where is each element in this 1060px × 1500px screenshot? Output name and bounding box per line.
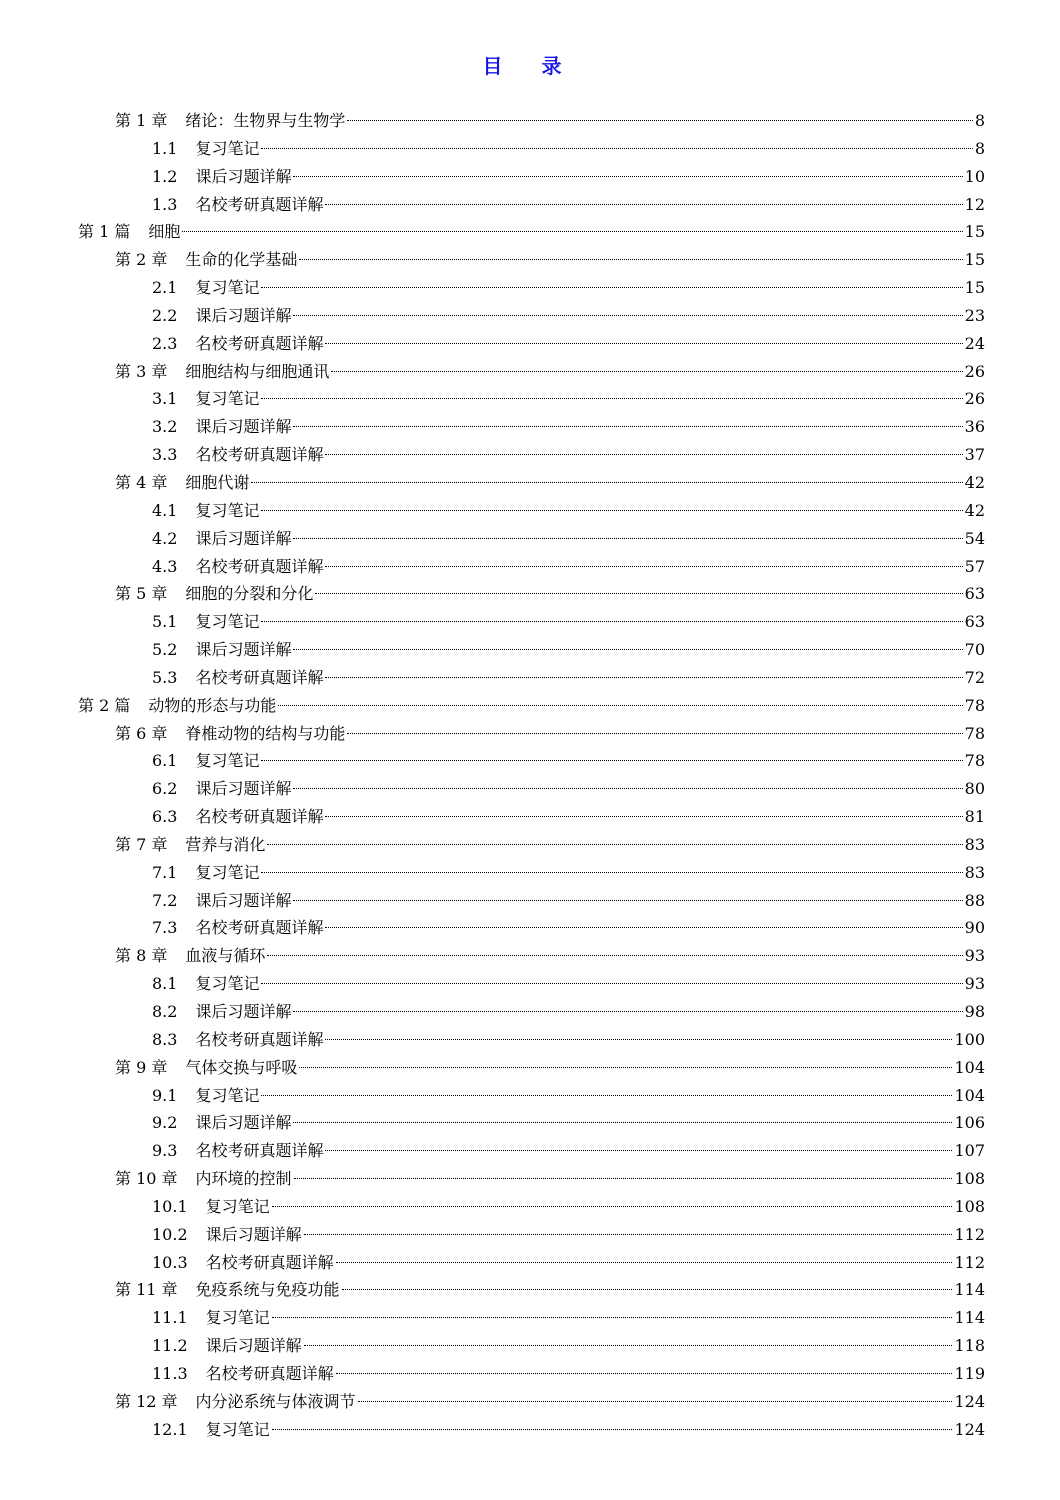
toc-entry-number: 8.3 [152, 1029, 178, 1049]
toc-page-number: 15 [964, 278, 985, 298]
dot-leader [272, 1317, 953, 1318]
dot-leader [261, 287, 962, 288]
dot-leader [293, 900, 962, 901]
toc-section-entry[interactable] [0, 859, 1060, 887]
toc-section-entry[interactable] [0, 191, 1060, 219]
toc-entry-number: 7.1 [152, 862, 178, 882]
toc-part-entry[interactable] [0, 692, 1060, 720]
toc-page-number: 54 [964, 528, 985, 548]
toc-entry-number: 4.2 [152, 528, 178, 548]
toc-entry-number: 第 7 章 [115, 834, 168, 854]
toc-section-entry[interactable] [0, 274, 1060, 302]
toc-chapter-entry[interactable] [0, 469, 1060, 497]
toc-entry-title: 细胞结构与细胞通讯 [185, 361, 330, 381]
toc-page-number: 36 [964, 417, 985, 437]
toc-entry-title: 名校考研真题详解 [195, 333, 324, 353]
toc-entry-title: 复习笔记 [205, 1419, 270, 1439]
toc-entry-number: 8.2 [152, 1002, 178, 1021]
dot-leader [325, 343, 962, 344]
toc-entry-title: 名校考研真题详解 [195, 667, 324, 687]
toc-entry-title: 名校考研真题详解 [195, 445, 324, 465]
dot-leader [293, 1122, 952, 1123]
toc-entry-number: 9.3 [152, 1141, 178, 1161]
toc-section-entry[interactable] [0, 1332, 1060, 1360]
toc-entry-title: 动物的形态与功能 [148, 695, 277, 715]
toc-page-number: 26 [964, 389, 985, 409]
toc-page-number: 23 [964, 305, 985, 325]
dot-leader [342, 1289, 953, 1290]
toc-entry-title: 营养与消化 [185, 834, 266, 854]
toc-entry-title: 绪论：生物界与生物学 [185, 111, 346, 130]
toc-page-number: 12 [964, 194, 985, 214]
toc-section-entry[interactable] [0, 970, 1060, 998]
toc-page-number: 83 [964, 862, 985, 882]
toc-page-number: 57 [964, 556, 985, 576]
toc-entry-number: 11.2 [152, 1336, 188, 1356]
toc-entry-title: 复习笔记 [195, 500, 260, 520]
toc-section-entry[interactable] [0, 525, 1060, 553]
toc-page-number: 104 [954, 1057, 985, 1077]
toc-chapter-entry[interactable] [0, 1165, 1060, 1193]
toc-section-entry[interactable] [0, 1193, 1060, 1221]
toc-entry-number: 5.2 [152, 640, 178, 660]
toc-entry-number: 第 9 章 [115, 1057, 168, 1077]
toc-entry-number: 9.2 [152, 1113, 178, 1133]
dot-leader [261, 510, 962, 511]
toc-section-entry[interactable] [0, 413, 1060, 441]
toc-entry-number: 7.3 [152, 918, 178, 938]
toc-section-entry[interactable] [0, 441, 1060, 469]
toc-section-entry[interactable] [0, 330, 1060, 358]
toc-entry-title: 课后习题详解 [195, 417, 292, 437]
toc-list [0, 107, 1060, 1444]
toc-entry-title: 复习笔记 [205, 1196, 270, 1216]
toc-page-number: 78 [964, 723, 985, 743]
toc-entry-number: 第 2 篇 [78, 695, 131, 715]
dot-leader [182, 231, 962, 232]
toc-section-entry[interactable] [0, 747, 1060, 775]
dot-leader [267, 844, 962, 845]
toc-entry-title: 细胞的分裂和分化 [185, 584, 314, 604]
toc-section-entry[interactable] [0, 385, 1060, 413]
toc-page-number: 104 [954, 1085, 985, 1105]
dot-leader [293, 649, 962, 650]
toc-entry-title: 复习笔记 [195, 278, 260, 298]
toc-entry-number: 6.2 [152, 779, 178, 799]
dot-leader [261, 1095, 952, 1096]
toc-entry-number: 5.3 [152, 667, 178, 687]
toc-page-number: 72 [964, 667, 985, 687]
toc-entry-title: 名校考研真题详解 [205, 1363, 334, 1383]
toc-section-entry[interactable] [0, 803, 1060, 831]
dot-leader [325, 816, 962, 817]
toc-section-entry[interactable] [0, 998, 1060, 1026]
toc-entry-number: 9.1 [152, 1085, 178, 1105]
toc-entry-title: 复习笔记 [195, 389, 260, 409]
toc-entry-title: 课后习题详解 [195, 1113, 292, 1133]
toc-part-entry[interactable] [0, 218, 1060, 246]
toc-entry-title: 细胞代谢 [185, 472, 250, 492]
dot-leader [272, 1206, 953, 1207]
toc-section-entry[interactable] [0, 887, 1060, 915]
dot-leader [272, 1429, 953, 1430]
toc-entry-title: 复习笔记 [195, 138, 260, 158]
toc-entry-number: 2.1 [152, 278, 178, 298]
toc-entry-title: 名校考研真题详解 [195, 556, 324, 576]
toc-entry-title: 脊椎动物的结构与功能 [185, 723, 346, 743]
toc-entry-title: 课后习题详解 [205, 1336, 302, 1356]
toc-page-number: 15 [964, 222, 985, 242]
toc-entry-number: 11.1 [152, 1308, 188, 1328]
toc-entry-number: 6.3 [152, 807, 178, 827]
toc-entry-title: 复习笔记 [195, 751, 260, 771]
toc-entry-number: 第 3 章 [115, 361, 168, 381]
toc-entry-title: 内环境的控制 [195, 1169, 292, 1189]
toc-page-number: 106 [954, 1113, 985, 1133]
toc-section-entry[interactable] [0, 1360, 1060, 1388]
toc-page-number: 15 [964, 250, 985, 270]
toc-chapter-entry[interactable] [0, 1276, 1060, 1304]
toc-section-entry[interactable] [0, 914, 1060, 942]
toc-entry-title: 课后习题详解 [195, 1002, 292, 1021]
toc-page-number: 90 [964, 918, 985, 938]
dot-leader [261, 398, 962, 399]
toc-page-number: 63 [964, 612, 985, 632]
dot-leader [293, 315, 962, 316]
toc-entry-number: 6.1 [152, 751, 178, 771]
dot-leader [261, 621, 962, 622]
toc-entry-number: 1.3 [152, 194, 178, 214]
toc-section-entry[interactable] [0, 636, 1060, 664]
toc-section-entry[interactable] [0, 1026, 1060, 1054]
toc-entry-number: 第 5 章 [115, 584, 168, 604]
toc-entry-title: 生命的化学基础 [185, 250, 298, 270]
toc-entry-number: 第 11 章 [115, 1280, 178, 1300]
toc-entry-number: 3.2 [152, 417, 178, 437]
toc-page-number: 83 [964, 834, 985, 854]
toc-entry-number: 5.1 [152, 612, 178, 632]
toc-section-entry[interactable] [0, 135, 1060, 163]
toc-entry-title: 复习笔记 [195, 862, 260, 882]
toc-page-number: 107 [954, 1141, 985, 1161]
toc-section-entry[interactable] [0, 1137, 1060, 1165]
dot-leader [304, 1234, 953, 1235]
toc-entry-title: 复习笔记 [205, 1308, 270, 1328]
dot-leader [325, 677, 962, 678]
toc-chapter-entry[interactable] [0, 720, 1060, 748]
dot-leader [261, 872, 962, 873]
toc-page-number: 24 [964, 333, 985, 353]
toc-entry-title: 名校考研真题详解 [195, 1141, 324, 1161]
toc-entry-number: 10.3 [152, 1252, 188, 1272]
toc-entry-title: 气体交换与呼吸 [185, 1057, 298, 1077]
toc-page-number: 93 [964, 974, 985, 994]
toc-page-number: 26 [964, 361, 985, 381]
toc-section-entry[interactable] [0, 553, 1060, 581]
dot-leader [347, 120, 972, 121]
toc-title: 目 录 [482, 54, 578, 78]
toc-chapter-entry[interactable] [0, 942, 1060, 970]
toc-section-entry[interactable] [0, 608, 1060, 636]
dot-leader [293, 176, 962, 177]
toc-entry-title: 课后习题详解 [195, 528, 292, 548]
toc-page-number: 81 [964, 807, 985, 827]
toc-page-number: 119 [954, 1363, 985, 1383]
toc-entry-number: 第 1 篇 [78, 222, 131, 242]
toc-page-number: 10 [964, 166, 985, 186]
dot-leader [293, 1011, 962, 1012]
toc-page-number: 124 [954, 1419, 985, 1439]
toc-entry-number: 2.2 [152, 305, 178, 325]
toc-entry-title: 名校考研真题详解 [205, 1252, 334, 1272]
dot-leader [325, 927, 962, 928]
toc-entry-number: 4.3 [152, 556, 178, 576]
toc-entry-title: 复习笔记 [195, 612, 260, 632]
dot-leader [278, 705, 962, 706]
toc-entry-title: 课后习题详解 [195, 890, 292, 910]
toc-page-number: 42 [964, 472, 985, 492]
toc-entry-number: 1.1 [152, 138, 178, 158]
dot-leader [358, 1401, 953, 1402]
toc-entry-title: 细胞 [148, 222, 181, 242]
toc-entry-title: 名校考研真题详解 [195, 1029, 324, 1049]
dot-leader [325, 1039, 952, 1040]
dot-leader [294, 1178, 953, 1179]
toc-entry-title: 名校考研真题详解 [195, 194, 324, 214]
toc-entry-number: 3.1 [152, 389, 178, 409]
dot-leader [325, 204, 962, 205]
toc-chapter-entry[interactable] [0, 107, 1060, 135]
toc-entry-title: 课后习题详解 [205, 1224, 302, 1244]
toc-entry-number: 4.1 [152, 500, 178, 520]
toc-entry-title: 内分泌系统与体液调节 [195, 1391, 356, 1411]
toc-page-number: 42 [964, 500, 985, 520]
toc-chapter-entry[interactable] [0, 246, 1060, 274]
toc-page-number: 114 [954, 1308, 985, 1328]
toc-entry-number: 第 4 章 [115, 472, 168, 492]
toc-entry-number: 2.3 [152, 333, 178, 353]
toc-page-number: 63 [964, 584, 985, 604]
dot-leader [336, 1373, 953, 1374]
toc-section-entry[interactable] [0, 1082, 1060, 1110]
dot-leader [325, 1150, 952, 1151]
toc-entry-title: 免疫系统与免疫功能 [195, 1280, 340, 1300]
toc-section-entry[interactable] [0, 1109, 1060, 1137]
toc-entry-title: 课后习题详解 [195, 779, 292, 799]
toc-entry-number: 第 6 章 [115, 723, 168, 743]
toc-page-number: 98 [964, 1002, 985, 1021]
toc-section-entry[interactable] [0, 1249, 1060, 1277]
toc-page-number: 112 [954, 1252, 985, 1272]
toc-entry-title: 课后习题详解 [195, 305, 292, 325]
toc-page-number: 124 [954, 1391, 985, 1411]
toc-page-number: 108 [954, 1196, 985, 1216]
dot-leader [315, 593, 962, 594]
dot-leader [347, 733, 962, 734]
dot-leader [331, 371, 962, 372]
toc-page-number: 78 [964, 695, 985, 715]
toc-section-entry[interactable] [0, 664, 1060, 692]
dot-leader [325, 454, 962, 455]
toc-page-number: 8 [974, 111, 985, 130]
toc-entry-title: 课后习题详解 [195, 166, 292, 186]
dot-leader [267, 955, 962, 956]
toc-section-entry[interactable] [0, 775, 1060, 803]
toc-page-number: 112 [954, 1224, 985, 1244]
toc-chapter-entry[interactable] [0, 580, 1060, 608]
toc-page-number: 70 [964, 640, 985, 660]
toc-entry-number: 第 10 章 [115, 1169, 178, 1189]
toc-page-number: 118 [954, 1336, 985, 1356]
toc-section-entry[interactable] [0, 497, 1060, 525]
toc-entry-number: 11.3 [152, 1363, 188, 1383]
toc-entry-number: 10.1 [152, 1196, 188, 1216]
toc-entry-title: 复习笔记 [195, 974, 260, 994]
dot-leader [293, 426, 962, 427]
toc-entry-number: 第 12 章 [115, 1391, 178, 1411]
toc-entry-title: 名校考研真题详解 [195, 807, 324, 827]
toc-entry-number: 7.2 [152, 890, 178, 910]
toc-section-entry[interactable] [0, 1221, 1060, 1249]
toc-section-entry[interactable] [0, 163, 1060, 191]
toc-chapter-entry[interactable] [0, 831, 1060, 859]
dot-leader [261, 983, 962, 984]
dot-leader [293, 788, 962, 789]
toc-entry-number: 3.3 [152, 445, 178, 465]
toc-entry-number: 第 2 章 [115, 250, 168, 270]
toc-page-number: 8 [974, 138, 985, 158]
toc-entry-number: 8.1 [152, 974, 178, 994]
toc-entry-number: 第 8 章 [115, 946, 168, 966]
toc-page-number: 80 [964, 779, 985, 799]
toc-page-number: 108 [954, 1169, 985, 1189]
dot-leader [251, 482, 962, 483]
dot-leader [293, 538, 962, 539]
toc-entry-title: 课后习题详解 [195, 640, 292, 660]
dot-leader [336, 1262, 953, 1263]
toc-page-number: 88 [964, 890, 985, 910]
toc-section-entry[interactable] [0, 1416, 1060, 1444]
dot-leader [261, 148, 972, 149]
toc-page-number: 37 [964, 445, 985, 465]
toc-page-number: 114 [954, 1280, 985, 1300]
toc-section-entry[interactable] [0, 302, 1060, 330]
toc-entry-number: 第 1 章 [115, 111, 168, 130]
dot-leader [304, 1345, 953, 1346]
toc-page-number: 78 [964, 751, 985, 771]
toc-entry-number: 10.2 [152, 1224, 188, 1244]
toc-entry-number: 12.1 [152, 1419, 188, 1439]
dot-leader [325, 566, 962, 567]
toc-chapter-entry[interactable] [0, 1388, 1060, 1416]
toc-entry-number: 1.2 [152, 166, 178, 186]
toc-entry-title: 血液与循环 [185, 946, 266, 966]
toc-page-number: 93 [964, 946, 985, 966]
dot-leader [299, 259, 962, 260]
toc-chapter-entry[interactable] [0, 1054, 1060, 1082]
toc-page-number: 100 [954, 1029, 985, 1049]
toc-section-entry[interactable] [0, 1304, 1060, 1332]
dot-leader [261, 760, 962, 761]
toc-entry-title: 名校考研真题详解 [195, 918, 324, 938]
toc-entry-title: 复习笔记 [195, 1085, 260, 1105]
dot-leader [299, 1067, 952, 1068]
toc-chapter-entry[interactable] [0, 358, 1060, 386]
